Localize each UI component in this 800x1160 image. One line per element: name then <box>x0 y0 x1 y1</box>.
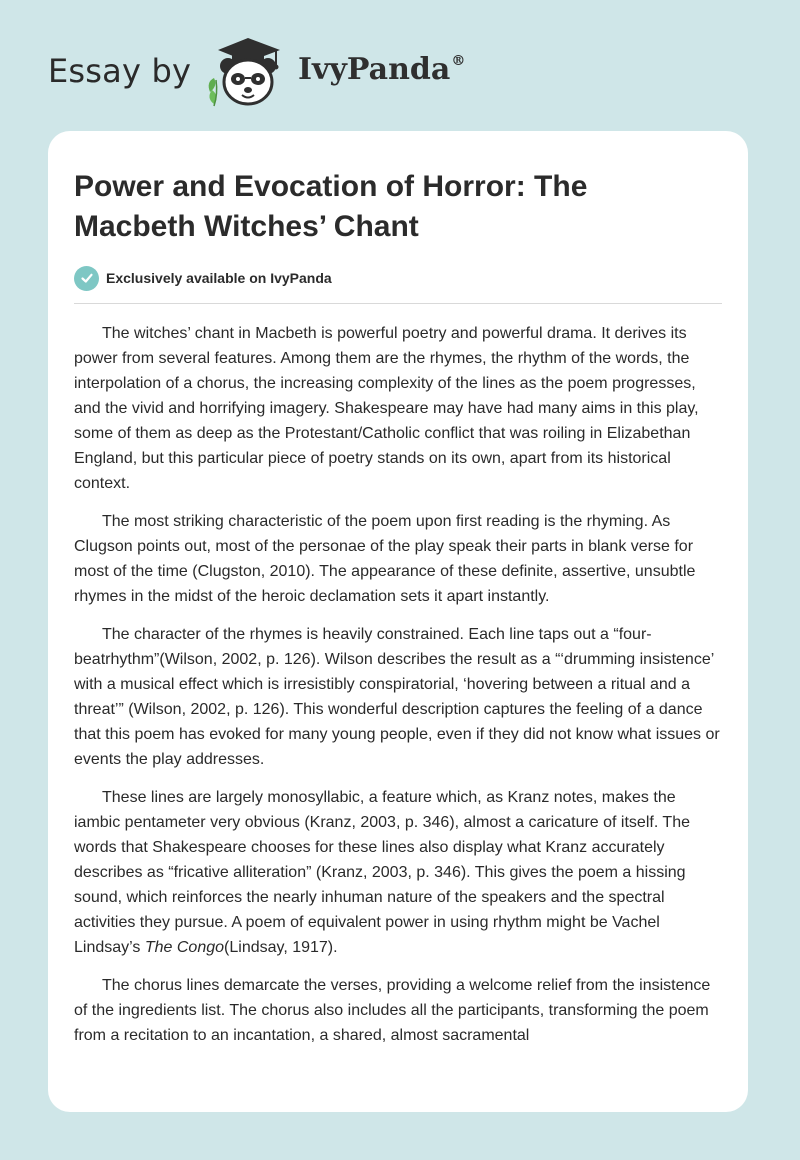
exclusive-label: Exclusively available on IvyPanda <box>106 270 332 286</box>
checkmark-icon <box>74 266 99 291</box>
essay-by-label: Essay by <box>48 52 192 90</box>
paragraph: The most striking characteristic of the poem upon first reading is the rhyming. As Clugson points out, most of the personae of the play speak their parts in blank verse for most of the time (Clugston, 2010). The appearance of these definite, assertive, unsubtle rhymes in the midst of the heroic declamation sets it apart instantly. <box>74 513 696 605</box>
essay-card <box>48 131 748 1112</box>
exclusive-badge <box>74 265 332 291</box>
poem-title: The Congo <box>144 939 225 956</box>
paragraph: These lines are largely monosyllabic, a feature which, as Kranz notes, makes the iambic pentameter very obvious (Kranz, 2003, p. 346), almost a caricature of itself. The words that Shakespeare chooses for these lines also display what Kranz accurately describes as “fricative alliteration” (Kranz, 2003, p. 346). This gives the poem a hissing sound, which reinforces the nearly inhuman nature of the speakers and the spectral activities they pursue. A poem of equivalent power in using rhythm might be Vachel Lindsay’s The Congo(Lindsay, 1917). <box>74 789 690 956</box>
essay-body <box>74 321 724 1061</box>
paragraph: The witches’ chant in Macbeth is powerful poetry and powerful drama. It derives its power from several features. Among them are the rhymes, the rhythm of the words, the interpolation of a chorus, the increasing complexity of the lines as the poem progresses, and the vivid and horrifying imagery. Shakespeare may have had many aims in this play, some of them as deep as the Protestant/Catholic conflict that was roiling in Elizabethan England, but this particular piece of poetry stands on its own, apart from its historical context. <box>74 325 699 492</box>
page-title: Power and Evocation of Horror: The Macbeth Witches’ Chant <box>74 170 588 243</box>
panda-logo-icon <box>204 34 290 110</box>
paragraph: The chorus lines demarcate the verses, providing a welcome relief from the insistence of the ingredients list. The chorus also includes all the participants, transforming the poem from a recitation to an incantation, a shared, almost sacramental <box>74 977 711 1044</box>
divider <box>74 303 722 304</box>
paragraph: The character of the rhymes is heavily constrained. Each line taps out a “four-beatrhythm”(Wilson, 2002, p. 126). Wilson describes the result as a “‘drumming insistence’ with a musical effect which is irresistibly conspiratorial, ‘hovering between a ritual and a threat’” (Wilson, 2002, p. 126). This wonderful description captures the feeling of a dance that this poem has evoked for many young people, even if they did not know what issues or events the play addresses. <box>74 626 720 768</box>
site-header <box>0 0 800 130</box>
brand-name: IvyPanda® <box>298 52 466 87</box>
